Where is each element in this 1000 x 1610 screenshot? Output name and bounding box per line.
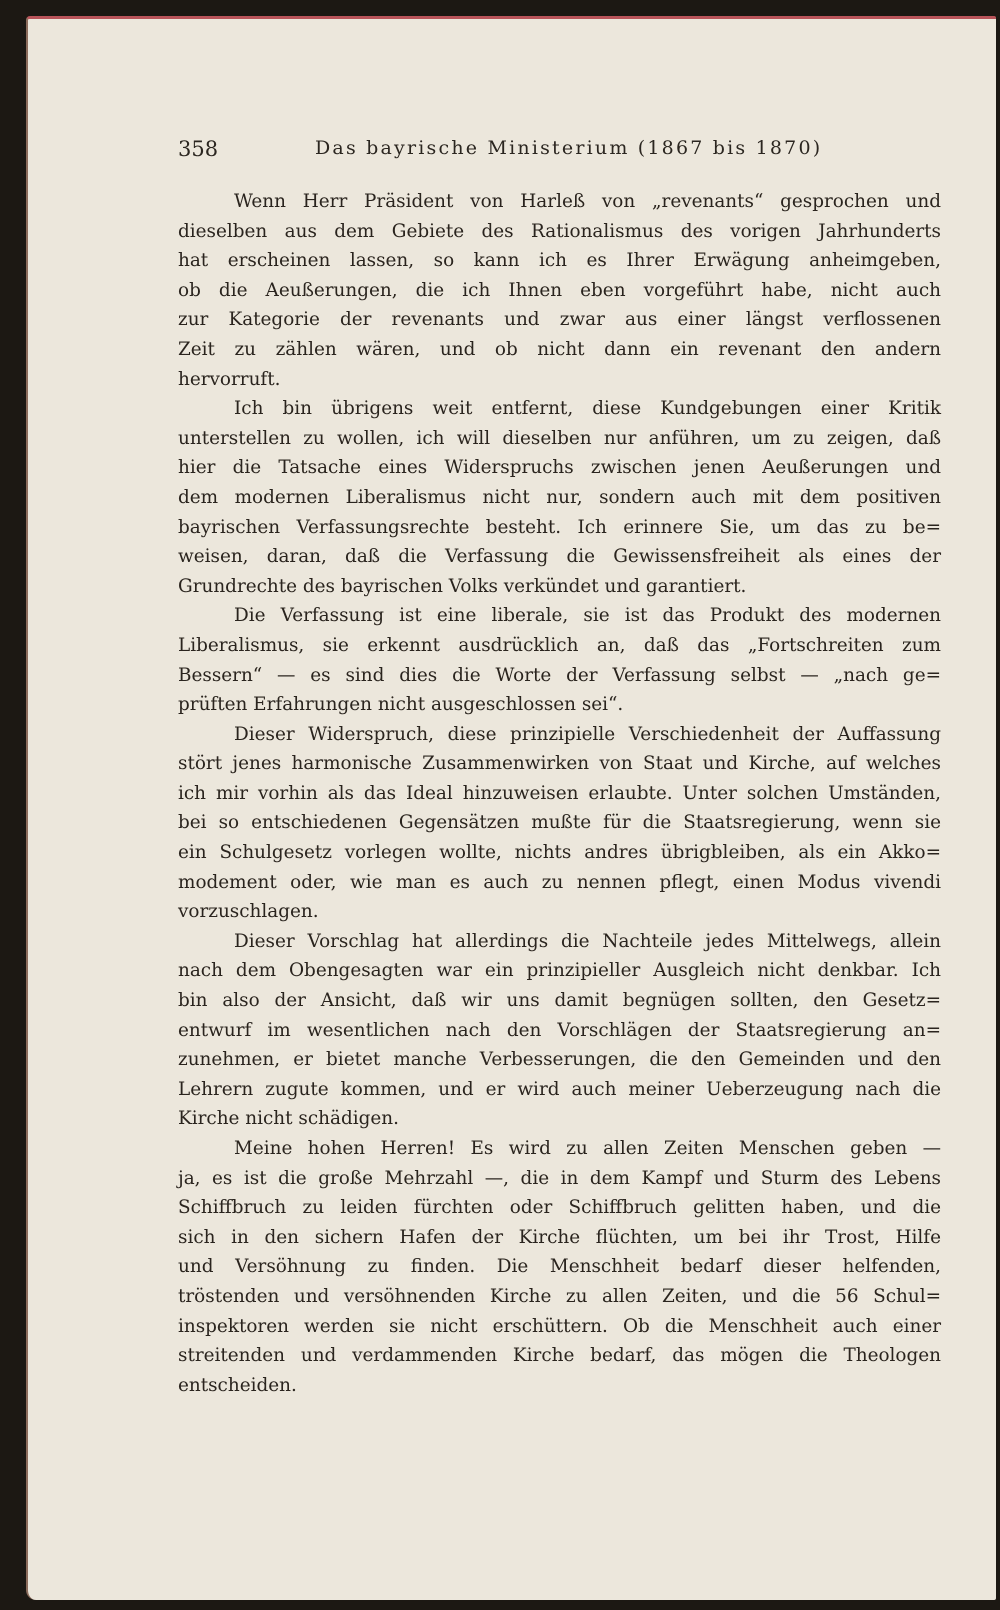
running-title: Das bayrische Ministerium (1867 bis 1870): [315, 137, 823, 159]
text-line: Zeit zu zählen wären, und ob nicht dann ein revenant den andern: [178, 338, 941, 360]
text-line: Bessern“ — es sind dies die Worte der Verfassung selbst — „nach ge=: [178, 664, 941, 686]
text-line: hervorruft.: [178, 368, 281, 390]
text-line: unterstellen zu wollen, ich will dieselben nur anführen, um zu zeigen, daß: [178, 427, 941, 449]
text-line: ich mir vorhin als das Ideal hinzuweisen erlaubte. Unter solchen Umständen,: [178, 782, 941, 804]
text-line: entwurf im wesentlichen nach den Vorschlägen der Staatsregierung an=: [178, 1019, 941, 1041]
paragraph: [178, 394, 941, 601]
text-line: entscheiden.: [178, 1374, 297, 1396]
text-line: Die Verfassung ist eine liberale, sie ist das Produkt des modernen: [234, 605, 941, 627]
text-line: sich in den sichern Hafen der Kirche flüchten, um bei ihr Trost, Hilfe: [178, 1226, 941, 1248]
text-line: Wenn Herr Präsident von Harleß von „revenants“ gesprochen und: [234, 191, 941, 212]
paragraph: [178, 1134, 941, 1400]
text-line: ob die Aeußerungen, die ich Ihnen eben vorgeführt habe, nicht auch: [178, 279, 941, 301]
text-line: vorzuschlagen.: [178, 901, 319, 923]
text-line: hier die Tatsache eines Widerspruchs zwischen jenen Aeußerungen und: [178, 457, 941, 479]
text-line: stört jenes harmonische Zusammenwirken von Staat und Kirche, auf welches: [178, 753, 941, 775]
page-header: [178, 127, 823, 167]
text-line: zunehmen, er bietet manche Verbesserungen, die den Gemeinden und den: [178, 1049, 941, 1071]
text-line: tröstenden und versöhnenden Kirche zu allen Zeiten, und die 56 Schul=: [178, 1285, 941, 1307]
text-line: und Versöhnung zu finden. Die Menschheit bedarf dieser helfenden,: [178, 1256, 941, 1278]
text-line: ein Schulgesetz vorlegen wollte, nichts andres übrigbleiben, als ein Akko=: [178, 842, 941, 864]
text-line: Grundrechte des bayrischen Volks verkündet und garantiert.: [178, 575, 747, 597]
text-line: dieselben aus dem Gebiete des Rationalismus des vorigen Jahrhunderts: [178, 220, 941, 242]
text-line: Liberalismus, sie erkennt ausdrücklich an, daß das „Fortschreiten zum: [178, 634, 941, 656]
text-line: streitenden und verdammenden Kirche bedarf, das mögen die Theologen: [178, 1345, 941, 1367]
text-line: modement oder, wie man es auch zu nennen pflegt, einen Modus vivendi: [178, 871, 941, 893]
body-text: [178, 187, 941, 1400]
text-line: Schiffbruch zu leiden fürchten oder Schiffbruch gelitten haben, und die: [178, 1197, 941, 1219]
page-number: 358: [178, 137, 219, 161]
text-line: prüften Erfahrungen nicht ausgeschlossen sei“.: [178, 694, 624, 716]
text-line: weisen, daran, daß die Verfassung die Gewissensfreiheit als eines der: [178, 546, 941, 568]
paragraph: [178, 927, 941, 1134]
text-line: bei so entschiedenen Gegensätzen mußte für die Staatsregierung, wenn sie: [178, 812, 941, 834]
text-line: Dieser Widerspruch, diese prinzipielle Verschiedenheit der Auffassung: [234, 723, 941, 745]
text-line: Lehrern zugute kommen, und er wird auch meiner Ueberzeugung nach die: [178, 1078, 941, 1100]
text-line: Ich bin übrigens weit entfernt, diese Kundgebungen einer Kritik: [234, 398, 941, 420]
text-line: bin also der Ansicht, daß wir uns damit begnügen sollten, den Gesetz=: [178, 990, 941, 1012]
text-line: dem modernen Liberalismus nicht nur, sondern auch mit dem positiven: [178, 486, 941, 508]
text-line: inspektoren werden sie nicht erschüttern. Ob die Menschheit auch einer: [178, 1315, 941, 1337]
text-line: Meine hohen Herren! Es wird zu allen Zeiten Menschen geben —: [234, 1138, 941, 1159]
paragraph: [178, 720, 941, 927]
text-line: Dieser Vorschlag hat allerdings die Nachteile jedes Mittelwegs, allein: [234, 930, 941, 952]
text-line: ja, es ist die große Mehrzahl —, die in dem Kampf und Sturm des Lebens: [178, 1167, 941, 1189]
paragraph: [178, 187, 941, 394]
text-line: zur Kategorie der revenants und zwar aus einer längst verflossenen: [178, 309, 941, 331]
text-line: nach dem Obengesagten war ein prinzipieller Ausgleich nicht denkbar. Ich: [178, 960, 941, 982]
paragraph: [178, 601, 941, 719]
text-line: bayrischen Verfassungsrechte besteht. Ich erinnere Sie, um das zu be=: [178, 516, 941, 538]
text-line: hat erscheinen lassen, so kann ich es Ihrer Erwägung anheimgeben,: [178, 250, 941, 272]
text-line: Kirche nicht schädigen.: [178, 1108, 399, 1130]
